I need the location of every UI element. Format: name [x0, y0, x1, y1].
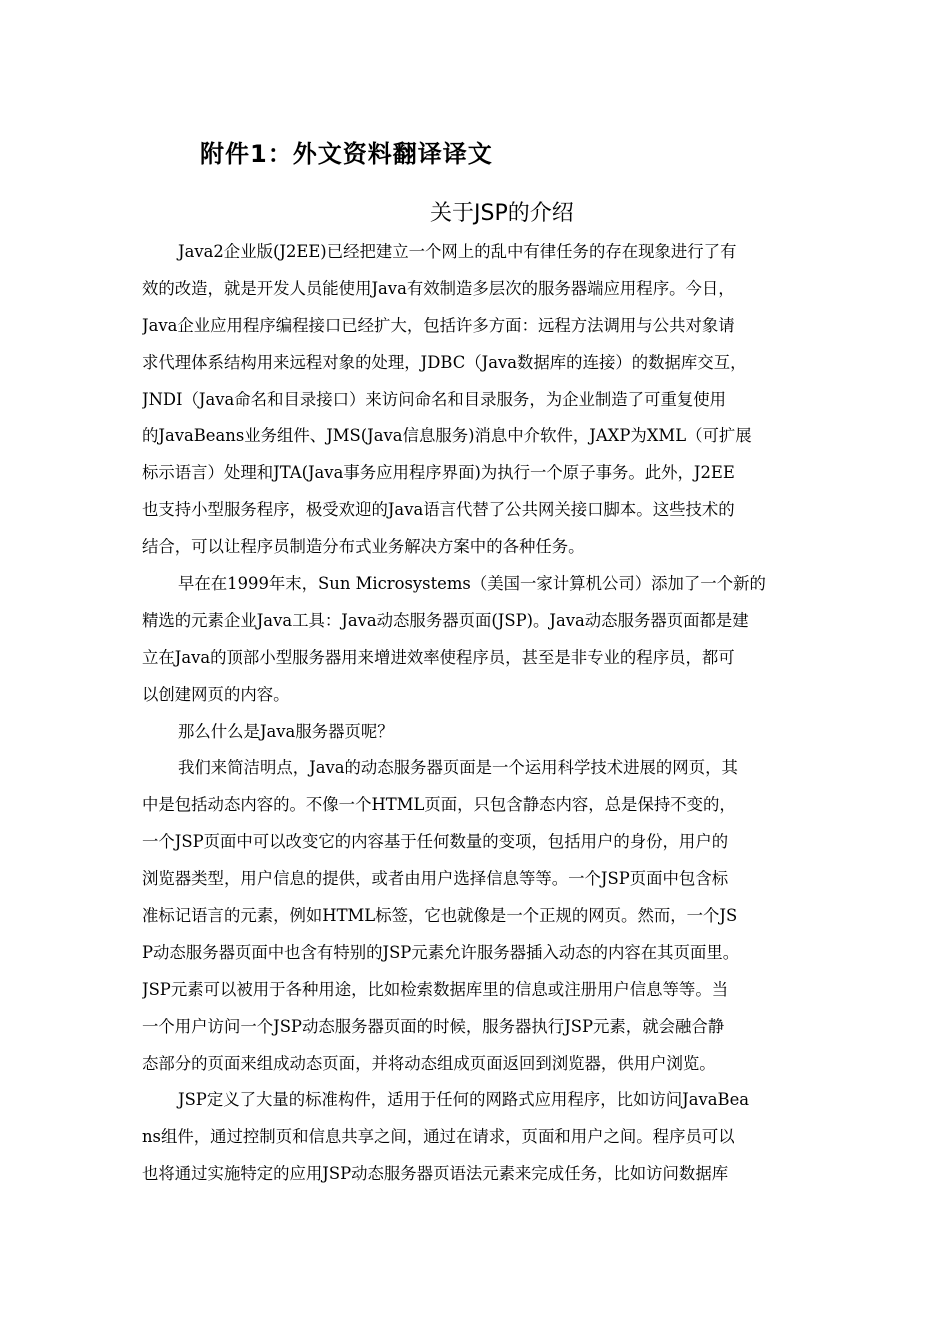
paragraph-line: 一个用户访问一个JSP动态服务器页面的时候，服务器执行JSP元素，就会融合静	[142, 1016, 725, 1036]
paragraph	[142, 750, 828, 1082]
paragraph-line: 早在在1999年末，Sun Microsystems（美国一家计算机公司）添加了一个新的	[178, 574, 766, 594]
paragraph-line: 我们来简洁明点，Java的动态服务器页面是一个运用科学技术进展的网页，其	[178, 758, 738, 778]
paragraph-line: Java2企业版(J2EE)已经把建立一个网上的乱中有律任务的存在现象进行了有	[178, 242, 737, 261]
paragraph-line: 立在Java的顶部小型服务器用来增进效率使程序员，甚至是非专业的程序员，都可	[142, 647, 735, 667]
paragraph-line: 标示语言）处理和JTA(Java事务应用程序界面)为执行一个原子事务。此外，J2EE	[142, 463, 735, 483]
paragraph-line: 结合，可以让程序员制造分布式业务解决方案中的各种任务。	[142, 537, 585, 557]
paragraph-line: 效的改造，就是开发人员能使用Java有效制造多层次的服务器端应用程序。今日，	[142, 278, 735, 298]
paragraph-line: Java企业应用程序编程接口已经扩大，包括许多方面：远程方法调用与公共对象请	[142, 315, 735, 335]
paragraph-line: JSP元素可以被用于各种用途，比如检索数据库里的信息或注册用户信息等等。当	[142, 979, 729, 999]
paragraph-line: 中是包括动态内容的。不像一个HTML页面，只包含静态内容，总是保持不变的，	[142, 795, 736, 815]
paragraph-line: 一个JSP页面中可以改变它的内容基于任何数量的变项，包括用户的身份，用户的	[142, 832, 729, 852]
paragraph-line: 浏览器类型，用户信息的提供，或者由用户选择信息等等。一个JSP页面中包含标	[142, 869, 729, 889]
paragraph	[142, 1082, 828, 1193]
paragraph-line: 准标记语言的元素，例如HTML标签，它也就像是一个正规的网页。然而，一个JS	[142, 906, 738, 926]
paragraph-line: 的JavaBeans业务组件、JMS(Java信息服务)消息中介软件，JAXP为XML（可扩展	[142, 426, 752, 446]
paragraph	[142, 714, 828, 751]
paragraph-line: 求代理体系结构用来远程对象的处理，JDBC（Java数据库的连接）的数据库交互，	[142, 352, 747, 372]
paragraph-line: 态部分的页面来组成动态页面，并将动态组成页面返回到浏览器，供用户浏览。	[142, 1053, 716, 1073]
paragraph-line: 也将通过实施特定的应用JSP动态服务器页语法元素来完成任务，比如访问数据库	[142, 1164, 729, 1184]
attachment-heading: 附件1：外文资料翻译译文	[200, 140, 493, 168]
paragraph-line: 精选的元素企业Java工具：Java动态服务器页面(JSP)。Java动态服务器页面都是建	[142, 610, 749, 630]
article-body	[142, 234, 828, 1193]
paragraph-line: 那么什么是Java服务器页呢？	[178, 721, 394, 741]
article-title: 关于JSP的介绍	[430, 201, 574, 226]
paragraph-line: ns组件，通过控制页和信息共享之间，通过在请求，页面和用户之间。程序员可以	[142, 1127, 735, 1147]
paragraph-line: 也支持小型服务程序，极受欢迎的Java语言代替了公共网关接口脚本。这些技术的	[142, 500, 735, 520]
paragraph-line: JNDI（Java命名和目录接口）来访问命名和目录服务，为企业制造了可重复使用	[142, 389, 727, 409]
paragraph-line: JSP定义了大量的标准构件，适用于任何的网路式应用程序，比如访问JavaBea	[178, 1090, 750, 1110]
paragraph-line: P动态服务器页面中也含有特别的JSP元素允许服务器插入动态的内容在其页面里。	[142, 942, 740, 962]
paragraph-line: 以创建网页的内容。	[142, 684, 290, 704]
paragraph	[142, 566, 828, 714]
paragraph	[142, 234, 828, 566]
